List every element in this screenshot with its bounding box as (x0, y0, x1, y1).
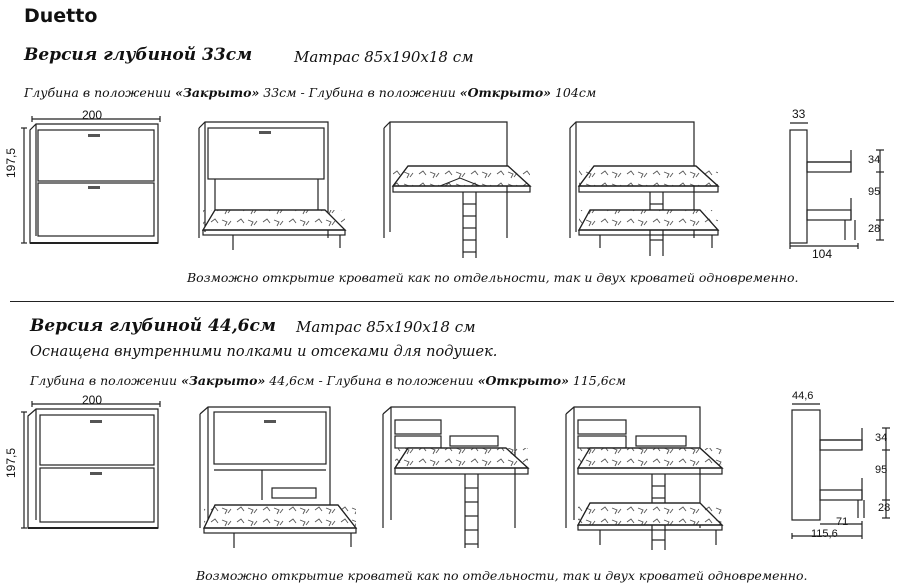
side-d2-33: 95 (868, 186, 881, 198)
side-view-446 (792, 404, 890, 539)
side-depth-33: 33 (792, 107, 806, 121)
open-value: 104см (551, 85, 597, 100)
side-depth-446: 44,6 (792, 390, 814, 402)
side-view-33 (790, 123, 884, 249)
side-d1-33: 34 (868, 154, 881, 166)
width-dim-446: 200 (82, 393, 103, 407)
open-value: 115,6см (568, 373, 627, 388)
side-inner-446: 71 (836, 516, 849, 528)
cabinet-closed-33 (21, 116, 160, 243)
mattress-size-33: Матрас 85х190х18 см (294, 48, 474, 66)
closed-value: 44,6см - Глубина в положении (265, 373, 478, 388)
side-open-33: 104 (812, 247, 833, 261)
cabinet-both-open-446 (566, 407, 722, 550)
open-label: «Открыто» (459, 85, 551, 100)
side-d2-446: 95 (875, 464, 888, 476)
caption-33: Возможно открытие кроватей как по отдельности, так и двух кроватей одновременно. (187, 270, 799, 285)
width-dim-33: 200 (82, 108, 103, 122)
height-dim-446: 197,5 (4, 447, 18, 478)
cabinet-upper-open-446 (383, 407, 528, 548)
brand-title: Duetto (24, 5, 98, 27)
cabinet-both-open-33 (570, 122, 718, 256)
depth-prefix: Глубина в положении (30, 373, 182, 388)
feature-note-446: Оснащена внутренними полками и отсеками для подушек. (30, 344, 498, 360)
cabinet-upper-open-33 (384, 122, 530, 258)
open-label: «Открыто» (477, 373, 569, 388)
closed-label: «Закрыто» (181, 373, 266, 388)
side-d1-446: 34 (875, 432, 888, 444)
side-d3-33: 28 (868, 223, 881, 235)
closed-value: 33см - Глубина в положении (259, 85, 460, 100)
height-dim-33: 197,5 (4, 147, 18, 178)
depth-prefix: Глубина в положении (24, 85, 176, 100)
closed-label: «Закрыто» (175, 85, 260, 100)
mattress-size-446: Матрас 85х190х18 см (296, 318, 476, 336)
side-open-446: 115,6 (811, 528, 838, 540)
cabinet-lower-open-446 (200, 407, 356, 548)
caption-446: Возможно открытие кроватей как по отдельности, так и двух кроватей одновременно. (196, 568, 808, 583)
version-title-446: Версия глубиной 44,6см (30, 316, 276, 336)
side-d3-446: 28 (878, 502, 891, 514)
version-title-33: Версия глубиной 33см (24, 45, 253, 65)
cabinet-lower-open-33 (199, 122, 345, 250)
cabinet-closed-446 (21, 401, 160, 528)
